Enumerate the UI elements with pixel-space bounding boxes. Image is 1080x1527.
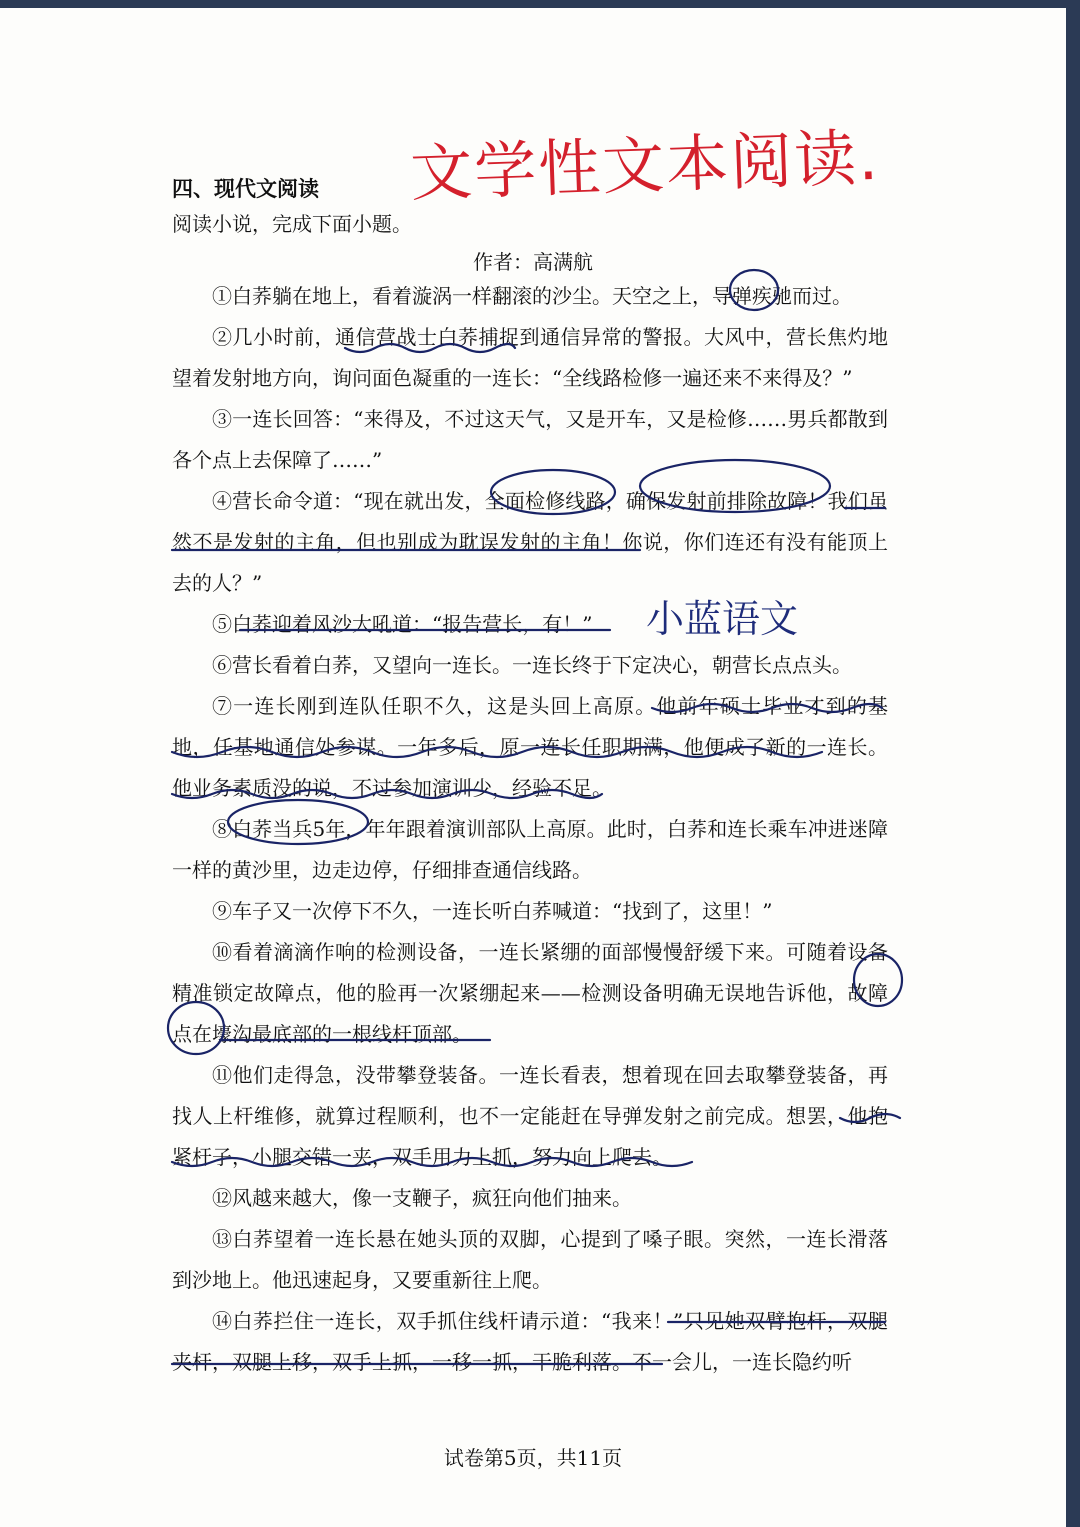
paragraph-4: ④营长命令道：“现在就出发，全面检修线路，确保发射前排除故障！我们虽然不是发射的主角，但也别成为耽误发射的主角！你说，你们连还有没有能顶上去的人？” — [172, 489, 888, 595]
instruction-text: 阅读小说，完成下面小题。 — [172, 212, 412, 236]
paragraph-14: ⑭白荞拦住一连长，双手抓住线杆请示道：“我来！”只见她双臂抱杆，双腿夹杆，双腿上移，双手上抓，一移一抓，干脆利落。不一会儿，一连长隐约听 — [172, 1309, 888, 1374]
exam-page — [0, 8, 1066, 1527]
section-title: 四、现代文阅读 — [172, 176, 319, 201]
paragraph-9: ⑨车子又一次停下不久，一连长听白荞喊道：“找到了，这里！” — [212, 899, 773, 923]
paragraph-8: ⑧白荞当兵5年，年年跟着演训部队上高原。此时，白荞和连长乘车冲进迷障一样的黄沙里，边走边停，仔细排查通信线路。 — [172, 817, 888, 882]
paragraph-11: ⑪他们走得急，没带攀登装备。一连长看表，想着现在回去取攀登装备，再找人上杆维修，就算过程顺利，也不一定能赶在导弹发射之前完成。想罢，他抱紧杆子，小腿交错一夹，双手用力上抓，努力向上爬去。 — [172, 1063, 888, 1169]
author-line: 作者：高满航 — [473, 250, 593, 274]
paragraph-5: ⑤白荞迎着风沙大吼道：“报告营长，有！” — [212, 612, 593, 636]
paragraph-12: ⑫风越来越大，像一支鞭子，疯狂向他们抽来。 — [212, 1186, 632, 1210]
passage — [172, 276, 888, 1383]
paragraph-13: ⑬白荞望着一连长悬在她头顶的双脚，心提到了嗓子眼。突然，一连长滑落到沙地上。他迅速起身，又要重新往上爬。 — [172, 1227, 888, 1292]
paragraph-6: ⑥营长看着白荞，又望向一连长。一连长终于下定决心，朝营长点点头。 — [212, 653, 852, 677]
paragraph-7: ⑦一连长刚到连队任职不久，这是头回上高原。他前年硕士毕业才到的基地，任基地通信处参谋。一年多后，原一连长任职期满，他便成了新的一连长。他业务素质没的说，不过参加演训少，经验不足。 — [172, 694, 888, 800]
handwritten-heading: 文学性文本阅读. — [409, 120, 882, 211]
page-footer: 试卷第5页，共11页 — [443, 1446, 623, 1470]
paragraph-2: ②几小时前，通信营战士白荞捕捉到通信异常的警报。大风中，营长焦灼地望着发射地方向，询问面色凝重的一连长：“全线路检修一遍还来不来得及？” — [172, 325, 888, 390]
paragraph-3: ③一连长回答：“来得及，不过这天气，又是开车，又是检修……男兵都散到各个点上去保障了……” — [172, 407, 888, 472]
paragraph-10: ⑩看着滴滴作响的检测设备，一连长紧绷的面部慢慢舒缓下来。可随着设备精准锁定故障点，他的脸再一次紧绷起来——检测设备明确无误地告诉他，故障点在壕沟最底部的一根线杆顶部。 — [172, 940, 888, 1046]
handwritten-note: 小蓝语文 — [646, 597, 799, 641]
paragraph-1: ①白荞躺在地上，看着漩涡一样翻滚的沙尘。天空之上，导弹疾驰而过。 — [212, 284, 852, 308]
